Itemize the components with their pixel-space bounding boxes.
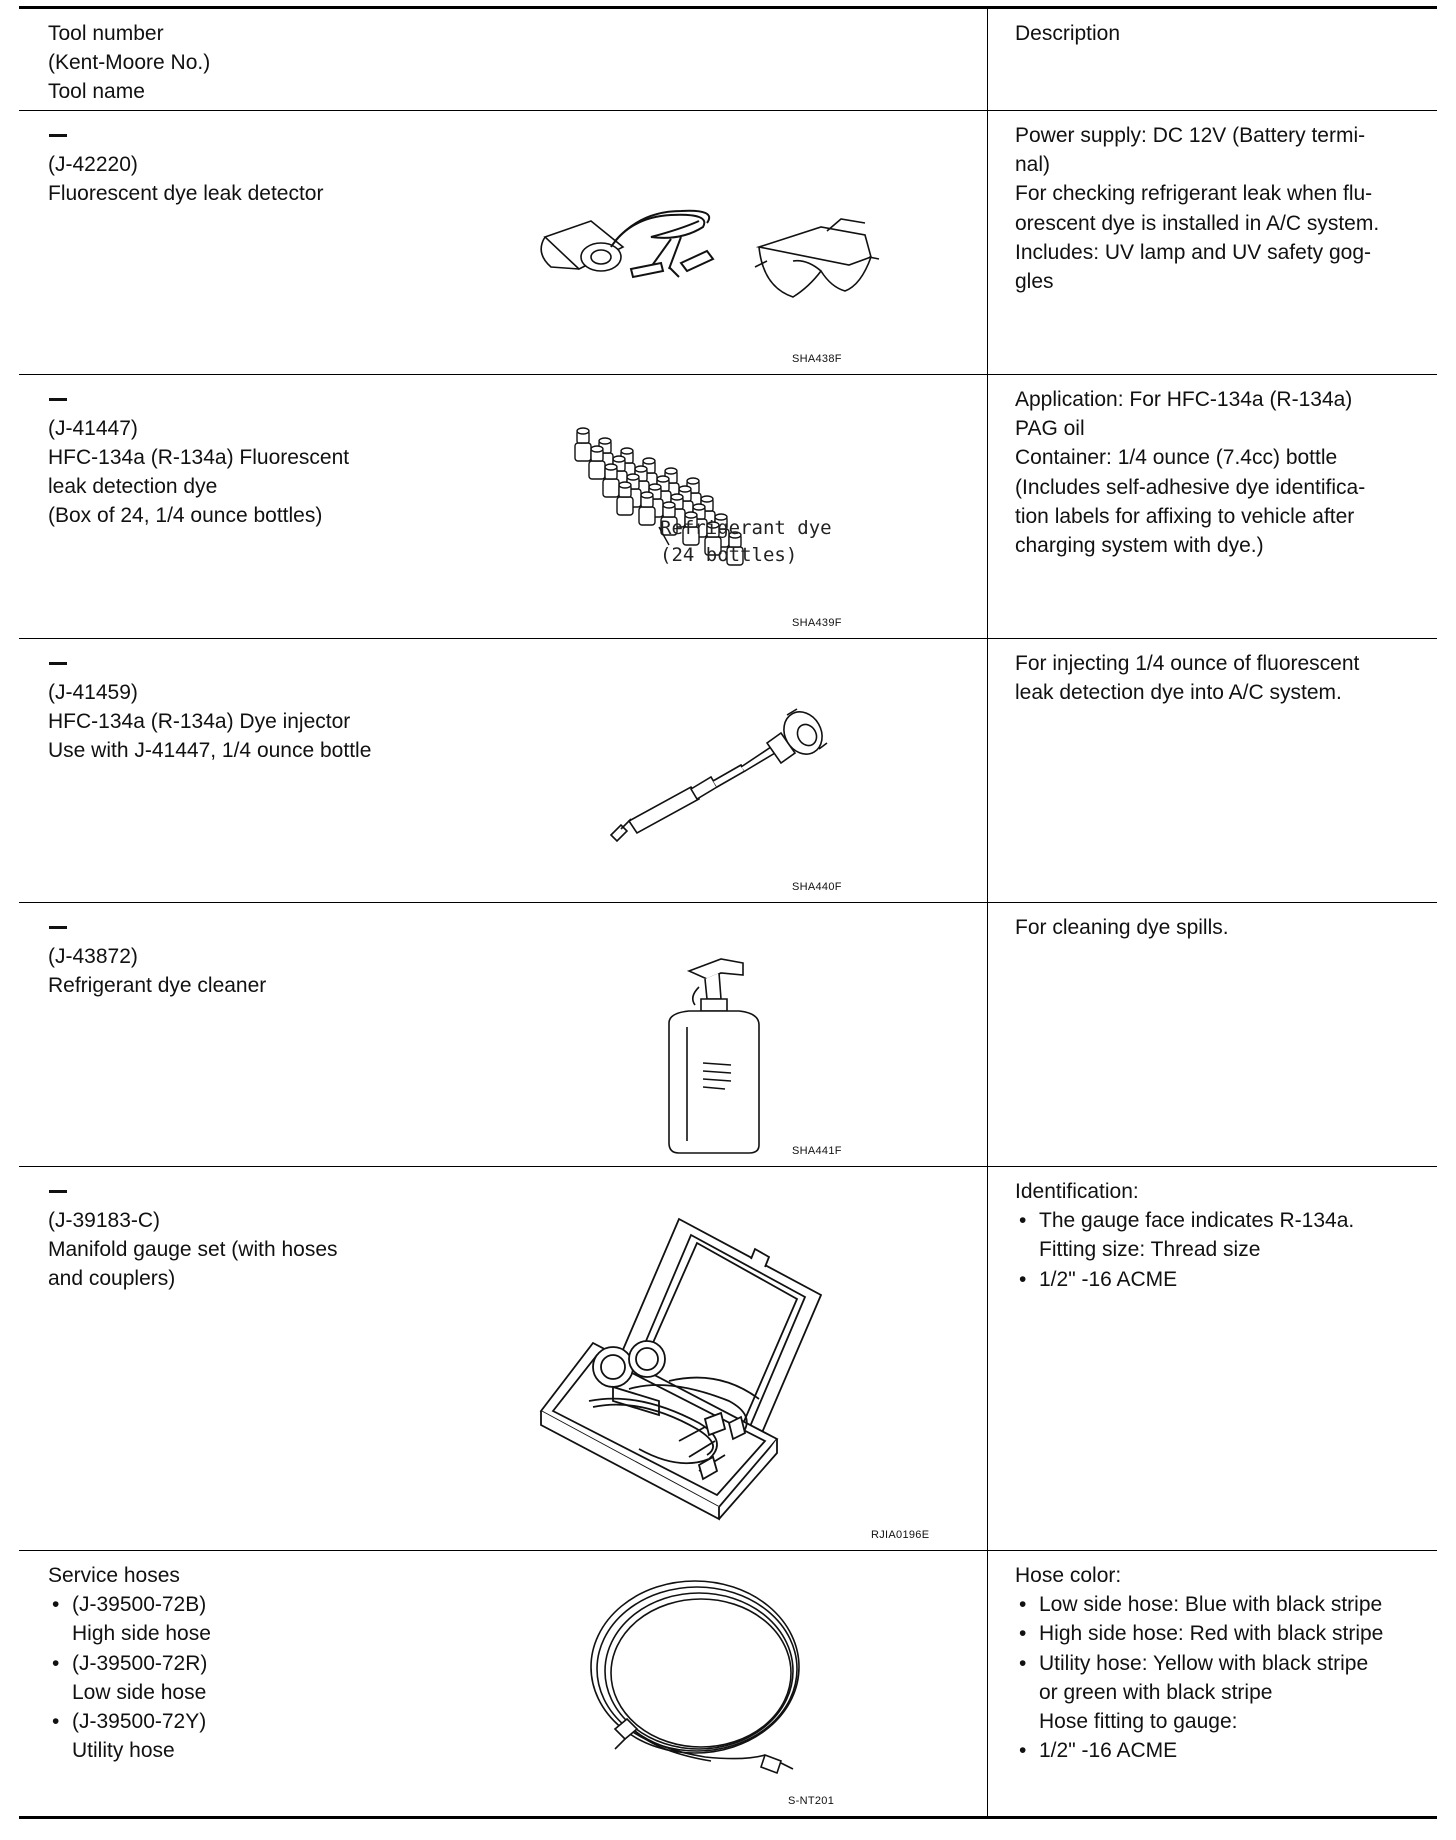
kent-moore-number: (J-42220) bbox=[48, 152, 138, 176]
uv-lamp-and-goggles-icon bbox=[531, 207, 891, 317]
description-bullet: • Utility hose: Yellow with black stripe bbox=[1015, 1649, 1425, 1678]
description-cell bbox=[987, 903, 1437, 1166]
description-line: For injecting 1/4 ounce of fluorescent bbox=[1015, 652, 1360, 675]
table-row bbox=[19, 375, 1437, 639]
description-bullet: • The gauge face indicates R-134a. bbox=[1015, 1206, 1425, 1235]
header-description-column bbox=[987, 9, 1437, 110]
header-tool-column bbox=[19, 9, 987, 110]
hose-name: High side hose bbox=[72, 1622, 211, 1646]
special-service-tools-table bbox=[19, 6, 1437, 1819]
callout-line: (24 bottles) bbox=[660, 544, 798, 566]
tool-name: HFC-134a (R-134a) Dye injector bbox=[48, 709, 351, 733]
description-cell bbox=[987, 111, 1437, 374]
description-cell bbox=[987, 1551, 1437, 1816]
figure-code: SHA441F bbox=[792, 1145, 842, 1157]
figure-code: SHA440F bbox=[792, 881, 842, 893]
figure-code: RJIA0196E bbox=[871, 1529, 930, 1541]
kent-moore-number: (J-41459) bbox=[48, 680, 138, 704]
tool-name: Manifold gauge set (with hoses bbox=[48, 1237, 338, 1261]
figure-code: S-NT201 bbox=[788, 1795, 835, 1807]
callout-line: Refrigerant dye bbox=[660, 517, 832, 539]
description-continuation: Fitting size: Thread size bbox=[1039, 1238, 1261, 1262]
hose-name: Low side hose bbox=[72, 1680, 207, 1704]
spray-bottle-icon bbox=[659, 953, 769, 1163]
description-line: Application: For HFC-134a (R-134a) bbox=[1015, 388, 1353, 411]
tool-name: HFC-134a (R-134a) Fluorescent bbox=[48, 445, 350, 469]
description-title: Hose color: bbox=[1015, 1564, 1122, 1587]
table-row bbox=[19, 1167, 1437, 1551]
description-cell bbox=[987, 639, 1437, 902]
description-line: PAG oil bbox=[1015, 417, 1085, 441]
dye-injector-icon bbox=[591, 703, 851, 853]
header-kent-moore: (Kent-Moore No.) bbox=[48, 51, 211, 75]
table-row bbox=[19, 903, 1437, 1167]
tool-name: Refrigerant dye cleaner bbox=[48, 973, 267, 997]
kent-moore-number: (J-43872) bbox=[48, 944, 138, 968]
description-bullet: • 1/2" -16 ACME bbox=[1015, 1265, 1425, 1294]
tool-name: (Box of 24, 1/4 ounce bottles) bbox=[48, 504, 323, 528]
description-bullet: • Low side hose: Blue with black stripe bbox=[1015, 1590, 1425, 1619]
tool-name: Use with J-41447, 1/4 ounce bottle bbox=[48, 738, 372, 762]
tool-cell bbox=[19, 375, 987, 638]
description-continuation: or green with black stripe bbox=[1039, 1680, 1273, 1704]
hose-part-number: • (J-39500-72Y) bbox=[48, 1707, 987, 1736]
tool-number-dash bbox=[49, 1190, 67, 1193]
dye-bottle-icon bbox=[603, 464, 619, 497]
header-tool-name: Tool name bbox=[48, 80, 145, 104]
description-line: Power supply: DC 12V (Battery termi- bbox=[1015, 124, 1366, 147]
coiled-hose-icon bbox=[585, 1571, 815, 1791]
tool-cell bbox=[19, 639, 987, 902]
figure-code: SHA439F bbox=[792, 617, 842, 629]
hose-part-number: • (J-39500-72B) bbox=[48, 1590, 987, 1619]
table-row bbox=[19, 639, 1437, 903]
table-row bbox=[19, 111, 1437, 375]
description-bullet: • 1/2" -16 ACME bbox=[1015, 1736, 1425, 1765]
description-cell bbox=[987, 1167, 1437, 1550]
description-line: gles bbox=[1015, 270, 1054, 294]
header-description: Description bbox=[1015, 22, 1121, 45]
tool-number-dash bbox=[49, 662, 67, 665]
lamp-cord-icon bbox=[611, 211, 713, 277]
figure-callout bbox=[660, 515, 832, 569]
header-tool-number: Tool number bbox=[48, 22, 164, 45]
description-title: Identification: bbox=[1015, 1180, 1139, 1203]
uv-safety-goggles-icon bbox=[755, 219, 879, 297]
description-line: (Includes self-adhesive dye identifica- bbox=[1015, 475, 1366, 499]
hose-name: Utility hose bbox=[72, 1739, 175, 1763]
tool-cell bbox=[19, 111, 987, 374]
description-line: leak detection dye into A/C system. bbox=[1015, 681, 1342, 705]
tool-name: leak detection dye bbox=[48, 474, 218, 498]
tool-number-dash bbox=[49, 398, 67, 401]
tool-name: and couplers) bbox=[48, 1266, 176, 1290]
description-line: Container: 1/4 ounce (7.4cc) bottle bbox=[1015, 446, 1338, 470]
dye-bottle-icon bbox=[589, 446, 605, 479]
description-cell bbox=[987, 375, 1437, 638]
figure-code: SHA438F bbox=[792, 353, 842, 365]
description-line: charging system with dye.) bbox=[1015, 534, 1264, 558]
tool-title: Service hoses bbox=[48, 1564, 180, 1587]
description-continuation: Hose fitting to gauge: bbox=[1039, 1710, 1238, 1734]
description-line: tion labels for affixing to vehicle after bbox=[1015, 504, 1355, 528]
kent-moore-number: (J-39183-C) bbox=[48, 1208, 161, 1232]
tool-cell bbox=[19, 903, 987, 1166]
manifold-gauge-case-icon bbox=[529, 1201, 899, 1511]
description-line: orescent dye is installed in A/C system. bbox=[1015, 211, 1380, 235]
description-line: nal) bbox=[1015, 153, 1051, 177]
dye-bottle-icon bbox=[575, 428, 591, 461]
description-bullet: • High side hose: Red with black stripe bbox=[1015, 1619, 1425, 1648]
description-line: Includes: UV lamp and UV safety gog- bbox=[1015, 240, 1372, 264]
dye-bottle-icon bbox=[639, 492, 655, 525]
tool-number-dash bbox=[49, 134, 67, 137]
description-line: For cleaning dye spills. bbox=[1015, 916, 1229, 939]
hose-part-number: • (J-39500-72R) bbox=[48, 1649, 987, 1678]
tool-number-dash bbox=[49, 926, 67, 929]
table-header-row bbox=[19, 9, 1437, 111]
kent-moore-number: (J-41447) bbox=[48, 416, 138, 440]
tool-name: Fluorescent dye leak detector bbox=[48, 181, 324, 205]
description-line: For checking refrigerant leak when flu- bbox=[1015, 182, 1373, 206]
dye-bottle-icon bbox=[617, 482, 633, 515]
tool-cell bbox=[19, 1167, 987, 1550]
tool-cell bbox=[19, 1551, 987, 1816]
table-row bbox=[19, 1551, 1437, 1816]
